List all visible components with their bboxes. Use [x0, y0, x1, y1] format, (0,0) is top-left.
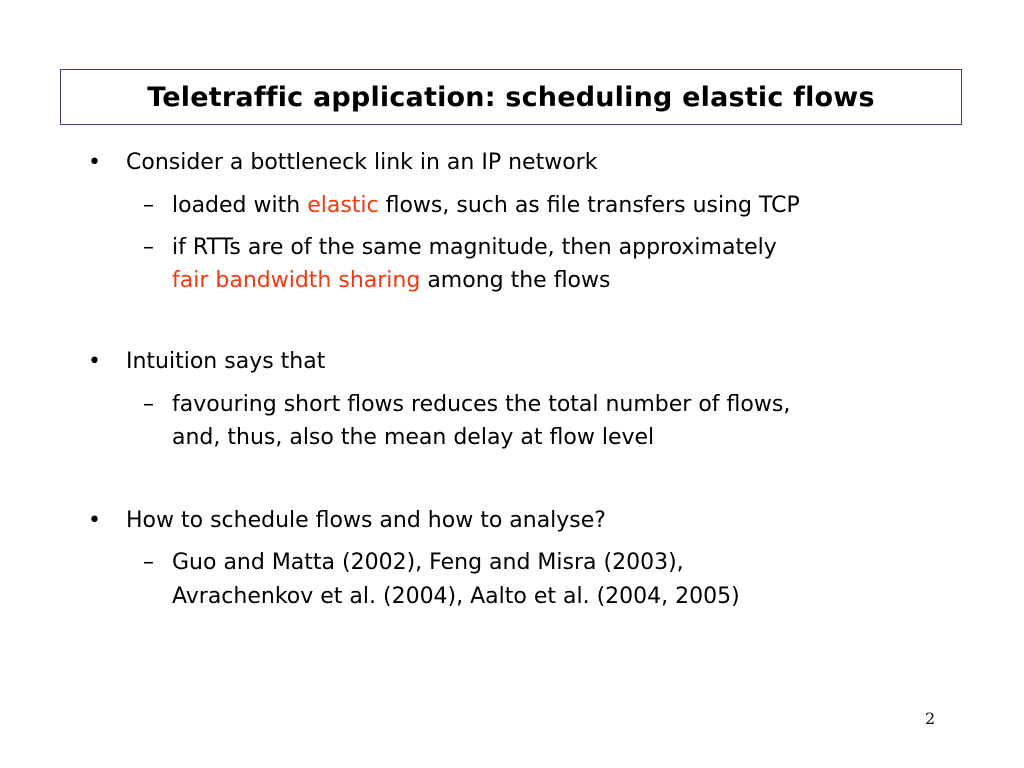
bullet-1-sub-2-line-2: [172, 264, 610, 298]
dash-marker: –: [143, 235, 154, 260]
slide-title: Teletraffic application: scheduling elastic flows: [147, 81, 875, 113]
bullet-2-sub-1-line-2: and, thus, also the mean delay at flow level: [172, 425, 655, 450]
dash-marker: –: [143, 193, 154, 218]
bullet-marker: •: [88, 349, 101, 374]
bullet-1-sub-2-line-1: if RTTs are of the same magnitude, then approximately: [172, 235, 777, 260]
bullet-1-sub-1-text: [172, 189, 800, 223]
bullet-marker: •: [88, 508, 101, 533]
bullet-1-text: Consider a bottleneck link in an IP network: [126, 150, 598, 175]
sub-text-after: flows, such as file transfers using TCP: [378, 193, 800, 218]
sub-text-before: loaded with: [172, 193, 308, 218]
sub-text-after: among the flows: [420, 268, 611, 293]
slide-title-box: [60, 69, 962, 125]
highlight-elastic: elastic: [307, 193, 379, 218]
bullet-3-text: How to schedule flows and how to analyse?: [126, 508, 606, 533]
bullet-2-sub-1-line-1: favouring short flows reduces the total number of flows,: [172, 392, 791, 417]
bullet-marker: •: [88, 150, 101, 175]
bullet-2-text: Intuition says that: [126, 349, 326, 374]
bullet-3-sub-1-line-2: Avrachenkov et al. (2004), Aalto et al. (2004, 2005): [172, 584, 740, 609]
bullet-3-sub-1-line-1: Guo and Matta (2002), Feng and Misra (2003),: [172, 550, 684, 575]
dash-marker: –: [143, 550, 154, 575]
highlight-fair-bandwidth-sharing: fair bandwidth sharing: [172, 268, 421, 293]
dash-marker: –: [143, 392, 154, 417]
page-number: 2: [925, 709, 936, 728]
